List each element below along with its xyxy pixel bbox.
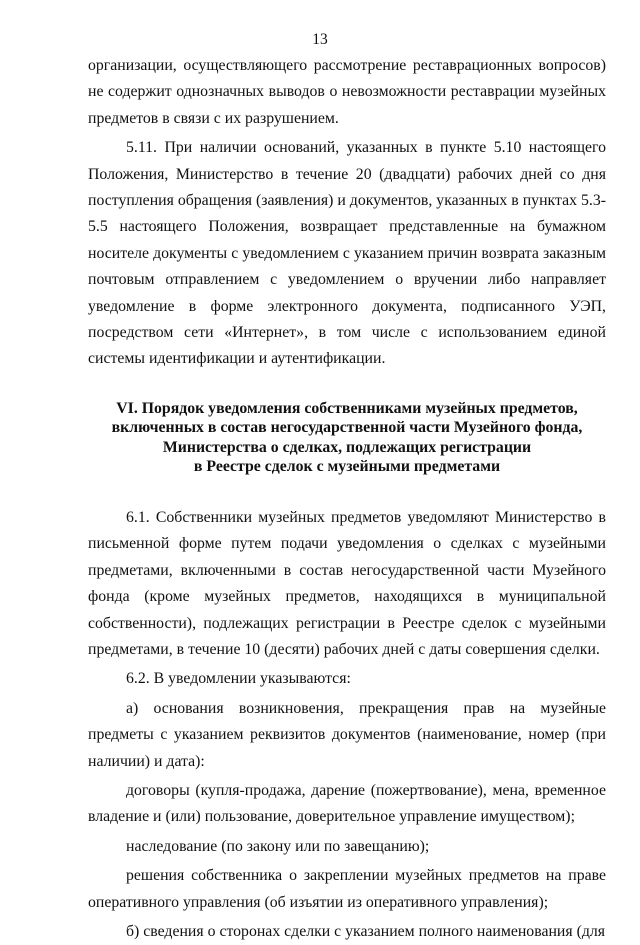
paragraph-6-2-a: а) основания возникновения, прекращения прав на музейные предметы с указанием реквизитов документов (наименование, номер (при наличии) и дата): bbox=[88, 699, 606, 770]
section-heading-line: включенных в состав негосударственной части Музейного фонда, bbox=[111, 419, 583, 437]
paragraph-contracts: договоры (купля-продажа, дарение (пожертвование), мена, временное владение и (или) пользование, доверительное управление имуществом); bbox=[88, 781, 606, 826]
paragraph-6-2: 6.2. В уведомлении указываются: bbox=[126, 670, 351, 688]
paragraph-inheritance: наследование (по закону или по завещанию); bbox=[126, 837, 430, 855]
paragraph-5-11: 5.11. При наличии оснований, указанных в пункте 5.10 настоящего Положения, Министерство в течение 20 (двадцати) рабочих дней со дня поступления обращения (заявления) и документов, указанных в пунктах 5.3-5.5 настоящего Положения, возвращает представленные на бумажном носителе документы с уведомлением с указанием причин возврата заказным почтовым отправлением с уведомлением о вручении либо направляет уведомление в форме электронного документа, подписанного УЭП, посредством сети «Интернет», в том числе с использованием единой системы идентификации и аутентификации. bbox=[88, 139, 606, 368]
section-heading-line: в Реестре сделок с музейными предметами bbox=[193, 458, 501, 476]
page-number: 13 bbox=[312, 31, 328, 48]
document-body bbox=[88, 53, 606, 945]
section-heading-vi bbox=[88, 399, 606, 477]
paragraph-continuation: организации, осуществляющего рассмотрение реставрационных вопросов) не содержит однозначных выводов о невозможности реставрации музейных предметов в связи с их разрушением. bbox=[88, 57, 606, 127]
paragraph-6-1: 6.1. Собственники музейных предметов уведомляют Министерство в письменной форме путем подачи уведомления о сделках с музейными предметами, включенными в состав негосударственной части Музейного фонда (кроме музейных предметов, находящихся в муниципальной собственности), подлежащих регистрации в Реестре сделок с музейными предметами, в течение 10 (десяти) рабочих дней с даты совершения сделки. bbox=[88, 508, 606, 658]
paragraph-6-2-b: б) сведения о сторонах сделки с указанием полного наименования (для bbox=[126, 922, 606, 940]
section-heading-line: Министерства о сделках, подлежащих регистрации bbox=[162, 438, 532, 456]
section-heading-line: VI. Порядок уведомления собственниками музейных предметов, bbox=[116, 399, 578, 417]
paragraph-owner-decisions: решения собственника о закреплении музейных предметов на праве оперативного управления (об изъятии из оперативного управления); bbox=[88, 867, 606, 911]
